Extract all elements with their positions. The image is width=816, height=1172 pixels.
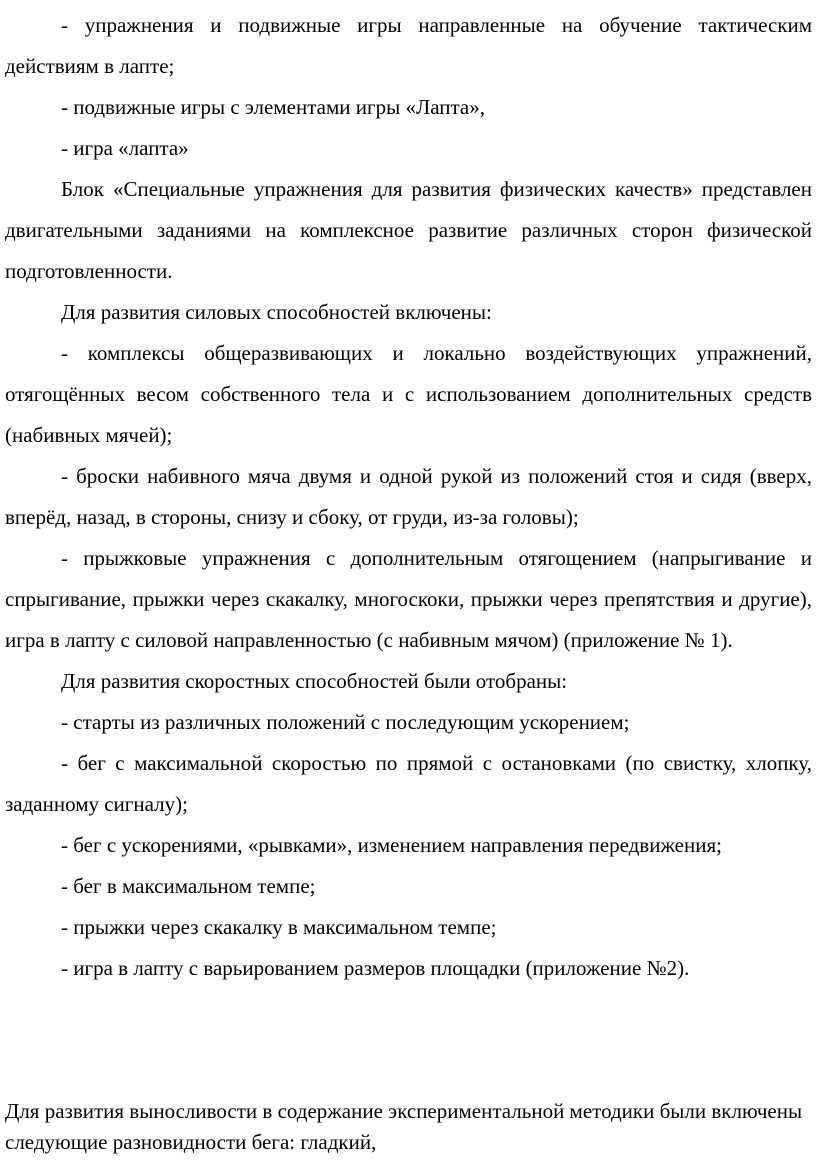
paragraph-lapta-elements-games: - подвижные игры с элементами игры «Лапта», (61, 95, 485, 119)
paragraph-lapta-court-sizes: - игра в лапту с варьированием размеров площадки (приложение №2). (61, 956, 690, 980)
paragraph-starts: - старты из различных положений с последующим ускорением; (61, 710, 630, 734)
document-body (5, 5, 812, 989)
paragraph-lapta-game: - игра «лапта» (61, 136, 189, 160)
paragraph-speed-intro: Для развития скоростных способностей были отобраны: (61, 669, 568, 693)
paragraph-strength-intro: Для развития силовых способностей включены: (61, 300, 492, 324)
paragraph-max-tempo-running: - бег в максимальном темпе; (61, 874, 316, 898)
paragraph-special-exercises-block: Блок «Специальные упражнения для развития физических качеств» представлен двигательными заданиями на комплексное развитие различных сторон физической подготовленности. (5, 177, 812, 283)
paragraph-endurance-intro: Для развития выносливости в содержание экспериментальной методики были включены следующие разновидности бега: гладкий, (5, 1099, 803, 1154)
paragraph-rope-jumping: - прыжки через скакалку в максимальном темпе; (61, 915, 497, 939)
paragraph-jumping-exercises: - прыжковые упражнения с дополнительным отягощением (напрыгивание и спрыгивание, прыжки через скакалку, многоскоки, прыжки через препятствия и другие), игра в лапту с силовой направленностью (с набивным мячом) (приложение № 1). (5, 546, 812, 652)
paragraph-max-speed-running: - бег с максимальной скоростью по прямой с остановками (по свистку, хлопку, заданному сигналу); (5, 751, 812, 816)
document-tail (5, 1096, 812, 1158)
paragraph-strength-complexes: - комплексы общеразвивающих и локально воздействующих упражнений, отягощённых весом собственного тела и с использованием дополнительных средств (набивных мячей); (5, 341, 812, 447)
paragraph-acceleration-running: - бег с ускорениями, «рывками», изменением направления передвижения; (61, 833, 722, 857)
paragraph-tactical-exercises: - упражнения и подвижные игры направленные на обучение тактическим действиям в лапте; (5, 13, 812, 78)
paragraph-medicine-ball-throws: - броски набивного мяча двумя и одной рукой из положений стоя и сидя (вверх, вперёд, назад, в стороны, снизу и сбоку, от груди, из-за головы); (5, 464, 812, 529)
